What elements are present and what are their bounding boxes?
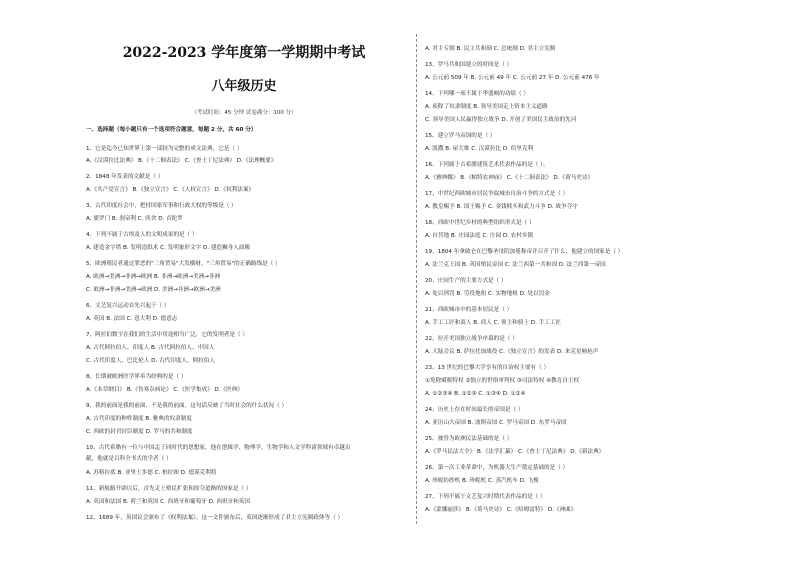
question-line: 26、第一次工业革命中，为机器大生产奠定基础的是（ ）: [425, 465, 569, 471]
question-line: C. 领导美国人民赢得独立战争 D. 开创了美国民主政治的先河: [425, 117, 577, 123]
question-line: A. 凯撒 B. 屋大维 C. 汉谟拉比 D. 伯里克利: [425, 146, 534, 152]
question-line: 16、下列属于古希腊建筑艺术代表作品的是（ ）。: [425, 162, 549, 168]
question-line: A. 教皇赐予 B. 国王赐予 C. 金钱赎买和武力斗争 D. 战争夺守: [425, 204, 578, 210]
question-line: 1、它是迄今已知世界上第一部较为完整的成文法典，它是（ ）: [86, 146, 243, 152]
question-line: 24、历史上存在时间最长的帝国是（ ）: [425, 407, 524, 413]
question-line: A. 英国和法国 B. 荷兰和英国 C. 西班牙和葡萄牙 D. 西班牙和英国: [86, 499, 250, 505]
question-line: 27、下列不属于文艺复兴时期代表作品的是（ ）: [425, 494, 546, 500]
question-line: 9、我的前面是我的前面，不是我的前面，这句话反映了当时社会的什么状况（ ）: [86, 403, 288, 409]
exam-subject: 八年级历史: [211, 79, 277, 94]
question-line: 18、西欧中世纪乡村的典型组织形式是（ ）: [425, 220, 535, 226]
question-line: A.《共产党宣言》 B.《独立宣言》 C.《人权宣言》 D.《权利法案》: [86, 187, 255, 193]
question-line: 6、文艺复兴运动首先兴起于（ ）: [86, 303, 170, 309]
question-line: A. 处以刑罚 B. 劳役地租 C. 实物地租 D. 处以罚金: [425, 291, 550, 297]
question-line: A. 欧洲→美洲→非洲→欧洲 B. 非洲→欧洲→美洲→非洲: [86, 274, 221, 280]
question-line: A. ①②③④ B. ①②③ C. ①③④ D. ①②④: [425, 391, 526, 397]
question-line: A. 大陆会议 B. 萨拉托加战役 C.《独立宣言》的发表 D. 来克星顿枪声: [425, 349, 599, 355]
question-line: A.《蒙娜丽莎》 B.《荷马史诗》 C.《哈姆雷特》 D.《神曲》: [425, 507, 577, 513]
question-line: A.《雅典娜》 B.《帕特农神庙》 C.《十二铜表法》 D.《荷马史诗》: [425, 175, 594, 181]
question-line: A. 婆罗门 B. 刹帝利 C. 吠舍 D. 首陀罗: [86, 216, 183, 222]
question-line: 7、阿拉伯数字在我们的生活中用途相当广泛，它的发明者是（ ）: [86, 332, 248, 338]
question-line: 3、古代印度社会中，把持国家军事和行政大权的等级是（ ）: [86, 203, 237, 209]
question-line: 23、13 世纪的巴黎大学享有的自治权主要有（ ）: [425, 365, 550, 371]
section-heading: 一、选择题（每小题只有一个选项符合题意，每题 2 分，共 60 分）: [86, 127, 257, 133]
left-column: [86, 0, 402, 562]
question-line: 21、西欧城市中的基本居民是（ ）: [425, 307, 513, 313]
question-line: ①免除赋税特权 ②独立的世俗审判权 ③司法特权 ④教育自主权: [425, 378, 580, 384]
question-line: A. 法兰克王国 B. 英国殖民帝国 C. 法兰西第一共和国 D. 法兰西第一帝国: [425, 262, 606, 268]
question-line: A. 珍妮纺纱机 B. 珍妮机 C. 蒸汽机车 D. 飞梭: [425, 478, 539, 484]
question-line: 22、拉开美国独立战争序幕的是（ ）: [425, 336, 518, 342]
question-line: A.《罗马民法大全》 B.《法学汇纂》 C.《查士丁尼法典》 D.《新法典》: [425, 449, 605, 455]
question-line: A.《本草纲目》 B.《伤寒杂病论》 C.《医学集成》 D.《医典》: [86, 387, 243, 393]
question-line: A. 亚历山大帝国 B. 波斯帝国 C. 罗马帝国 D. 东罗马帝国: [425, 420, 567, 426]
question-line: A. 君主专制 B. 民主共和制 C. 总统制 D. 君主立宪制: [425, 46, 556, 52]
question-line: A. 古代阿拉伯人、印度人 B. 古代阿拉伯人、中国人: [86, 345, 215, 351]
question-line: A. 自营地 B. 庄园法庭 C. 庄园 D. 农村乡镇: [425, 233, 534, 239]
question-line: 15、建立罗马帝国的是（ ）: [425, 133, 496, 139]
question-line: 10、古代希腊有一位与中国孟子同时代的思想家，他在逻辑学、物理学、生物学和人文学科诸领域有卓越贡: [86, 445, 351, 451]
question-line: C. 欧洲→非洲→美洲→欧洲 D. 美洲→非洲→欧洲→美洲: [86, 287, 221, 293]
column-divider: [416, 34, 417, 524]
question-line: A. 手工工匠和商人 B. 商人 C. 领主和骑士 D. 手工工匠: [425, 320, 562, 326]
right-column: [425, 0, 765, 562]
question-line: C. 西欧的封君封臣制度 D. 罗马的共和制度: [86, 429, 193, 435]
question-line: A. 公元前 509 年 B. 公元前 49 年 C. 公元前 27 年 D. 公元前 476 年: [425, 75, 600, 81]
question-line: A. 建造金字塔 B. 发明造纸术 C. 发明象形文字 D. 建造狮身人面像: [86, 245, 250, 251]
exam-title: 2022-2023 学年度第一学期期中考试: [122, 45, 366, 61]
question-line: 献，他就是百科全书式的学者（ ）: [86, 456, 172, 462]
question-line: 11、新航路开辟以后，首先走上殖民扩张和掠夺道路的国家是（ ）: [86, 486, 252, 492]
question-line: 17、中世纪西欧城市居民争取城市自治斗争的方式是（ ）: [425, 191, 569, 197]
question-line: A. 废除了奴隶制度 B. 领导美国走上资本主义道路: [425, 104, 548, 110]
question-line: 13、罗马共和国建立的时间是（ ）: [425, 62, 513, 68]
question-line: 20、庄园生产的主要方式是（ ）: [425, 278, 507, 284]
question-line: A.《汉谟拉比法典》 B.《十二铜表法》 C.《查士丁尼法典》 D.《法理概要》: [86, 158, 277, 164]
question-line: 2、1848 年发表的文献是（ ）: [86, 174, 164, 180]
question-line: 19、1804 年拿破仑在巴黎圣母院加冕称帝并召开了什么，他建立的国家是（ ）: [425, 249, 624, 255]
question-line: C. 古代印度人、巴比伦人 D. 古代印度人、阿拉伯人: [86, 358, 215, 364]
question-line: A. 古代印度的种姓制度 B. 雅典的奴隶制度: [86, 416, 192, 422]
question-line: 14、下列哪一项不属于华盛顿的功绩（ ）: [425, 91, 529, 97]
question-line: 5、欧洲殖民者通过罪恶的"三角贸易"大发横财，"三角贸易"的正确路线是（ ）: [86, 261, 281, 267]
question-line: A. 英国 B. 法国 C. 意大利 D. 德意志: [86, 316, 178, 322]
question-line: 12、1689 年，英国议会颁布了《权利法案》。这一文件颁布后，英国逐渐形成了君主立宪制政体等（ ）: [86, 515, 344, 521]
question-line: A. 苏格拉底 B. 亚里士多德 C. 柏拉图 D. 德谟克利特: [86, 470, 217, 476]
question-line: 25、被誉为欧洲民法基础的是（ ）: [425, 436, 513, 442]
exam-meta: （考试时间：45 分钟 试卷满分：100 分）: [191, 110, 297, 116]
question-line: 4、下列不属于古埃及人的文明成果的是（ ）: [86, 232, 198, 238]
question-line: 8、长期被欧洲医学界奉为经典的是（ ）: [86, 374, 187, 380]
